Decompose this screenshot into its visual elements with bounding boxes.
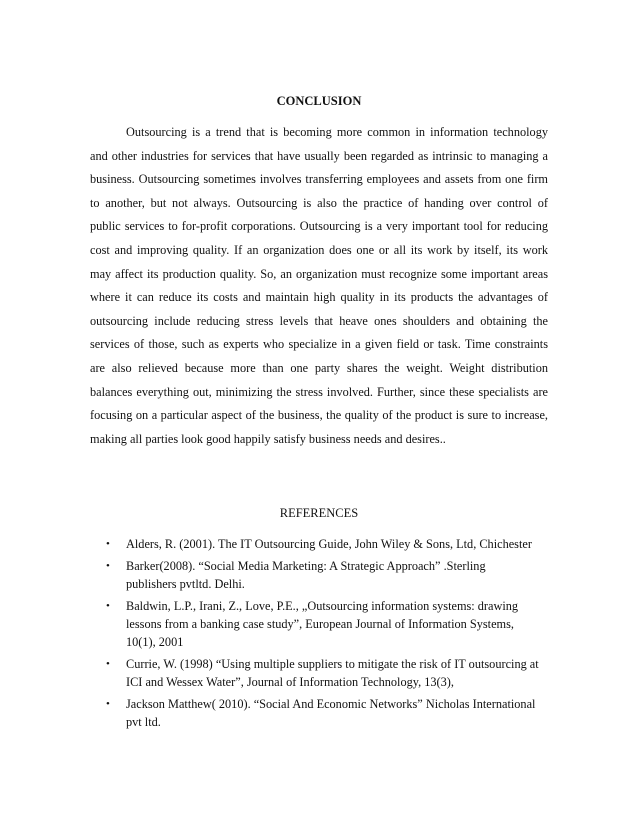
conclusion-line: making all parties look good happily satisfy business needs and desires.. — [90, 431, 446, 446]
conclusion-line: and other industries for services that have usually been regarded as intrinsic to managing a — [90, 148, 548, 163]
bullet-icon: • — [106, 538, 110, 550]
conclusion-line: may affect its production quality. So, an organization must recognize some important areas — [90, 266, 548, 281]
bullet-icon: • — [106, 698, 110, 710]
reference-line: lessons from a banking case study”, European Journal of Information Systems, — [126, 617, 514, 631]
conclusion-line: public services to for-profit corporations. Outsourcing is a very important tool for reducing — [90, 219, 548, 234]
conclusion-line: business. Outsourcing sometimes involves transferring employees and assets from one firm — [90, 172, 548, 187]
conclusion-paragraph — [90, 121, 548, 451]
conclusion-line: where it can reduce its costs and maintain high quality in its products the advantages of — [90, 290, 548, 305]
conclusion-line: cost and improving quality. If an organization does one or all its work by itself, its work — [90, 242, 548, 257]
reference-line: Alders, R. (2001). The IT Outsourcing Guide, John Wiley & Sons, Ltd, Chichester — [126, 537, 532, 551]
reference-line: pvt ltd. — [126, 715, 161, 729]
reference-line: Barker(2008). “Social Media Marketing: A Strategic Approach” .Sterling — [126, 559, 486, 573]
references-heading: REFERENCES — [279, 506, 359, 520]
conclusion-line: services of those, such as experts who specialize in a given field or task. Time constraints — [90, 337, 548, 352]
conclusion-line: focusing on a particular aspect of the business, the quality of the product is sure to increase, — [90, 408, 548, 423]
conclusion-line: outsourcing include reducing stress levels that heave ones shoulders and obtaining the — [90, 313, 548, 328]
conclusion-heading: CONCLUSION — [276, 94, 362, 108]
reference-item — [90, 597, 550, 651]
reference-line: Currie, W. (1998) “Using multiple suppliers to mitigate the risk of IT outsourcing at — [126, 657, 539, 671]
bullet-icon: • — [106, 658, 110, 670]
reference-item — [90, 557, 550, 593]
reference-line: Baldwin, L.P., Irani, Z., Love, P.E., „Outsourcing information systems: drawing — [126, 599, 519, 613]
reference-item — [90, 655, 550, 691]
reference-item — [90, 695, 550, 731]
reference-item — [90, 535, 550, 553]
bullet-icon: • — [106, 560, 110, 572]
bullet-icon: • — [106, 600, 110, 612]
conclusion-line: balances everything out, minimizing the stress involved. Further, since these specialists are — [90, 384, 548, 399]
reference-line: Jackson Matthew( 2010). “Social And Economic Networks” Nicholas International — [126, 697, 536, 711]
reference-line: 10(1), 2001 — [126, 635, 184, 649]
reference-line: ICI and Wessex Water”, Journal of Information Technology, 13(3), — [126, 675, 454, 689]
conclusion-line: to another, but not always. Outsourcing is also the practice of handing over control of — [90, 195, 548, 210]
references-list — [90, 535, 550, 735]
conclusion-line: Outsourcing is a trend that is becoming more common in information technology — [126, 125, 548, 139]
conclusion-line: are also relieved because more than one party shares the weight. Weight distribution — [90, 360, 548, 375]
reference-line: publishers pvtltd. Delhi. — [126, 577, 245, 591]
